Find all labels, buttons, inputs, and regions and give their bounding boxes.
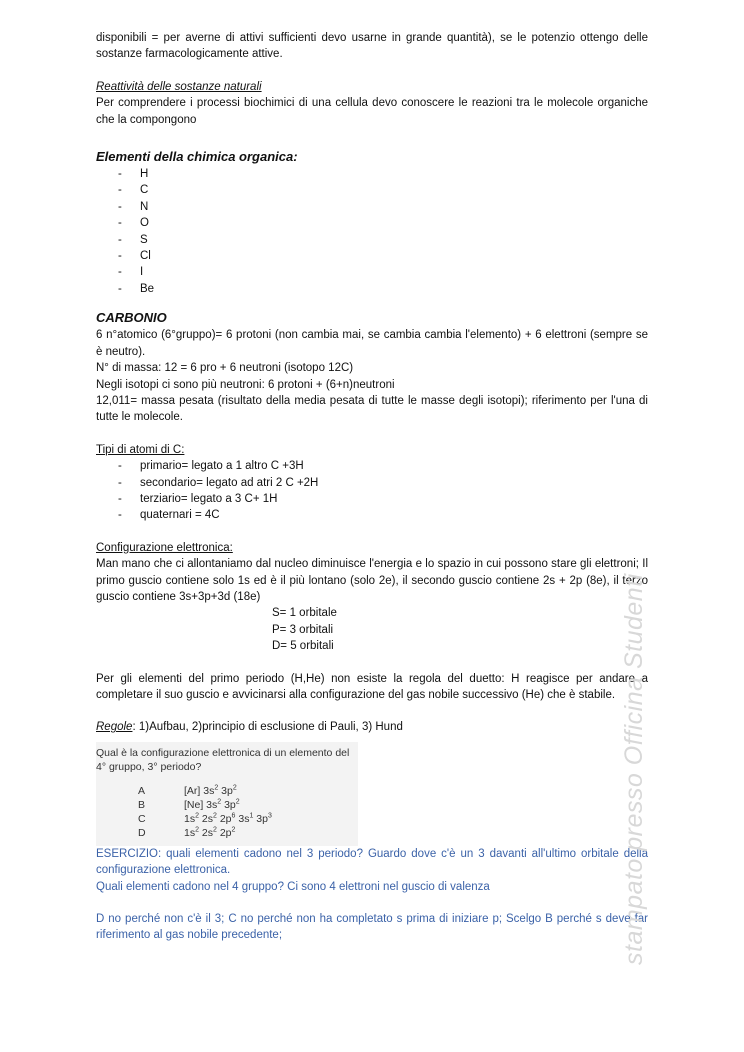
option-letter: C [138,812,146,825]
elements-list [118,166,648,297]
quiz-option [138,798,272,812]
option-answer: $1s^2$ $2s^2$ $2p^6$ $3s^1$ $3p^3$ [184,812,272,825]
option-letter: B [138,798,146,811]
orbital-line: S= 1 orbitale [272,607,337,620]
quiz-image [96,742,358,846]
option-letter: D [138,826,146,839]
list-item: - N [118,199,648,215]
list-item: - quaternari = 4C [118,507,648,523]
option-answer: [Ne] $3s^2$ $3p^2$ [184,798,240,811]
option-answer: $1s^2$ $2s^2$ $2p^2$ [184,826,236,839]
list-item: - primario= legato a 1 altro C +3H [118,458,648,474]
duet-paragraph: Per gli elementi del primo periodo (H,He) non esiste la regola del duetto: H reagisce per andare a completare il suo guscio e avvicinarsi alla configurazione del gas nobile successivo (He) che è stabile. [96,672,648,701]
exercise-text: Quali elementi cadono nel 4 gruppo? Ci sono 4 elettroni nel guscio di valenza [96,880,490,893]
list-item: - H [118,166,648,182]
rules-line [96,719,648,735]
quiz-option [138,826,272,840]
document-page [96,30,648,944]
carbon-heading: CARBONIO [96,310,167,326]
atom-types-heading: Tipi di atomi di C: [96,443,185,456]
elements-heading: Elementi della chimica organica: [96,149,298,165]
config-text: Man mano che ci allontaniamo dal nucleo diminuisce l'energia e lo spazio in cui possono stare gli elettroni; Il primo guscio contiene solo 1s ed è il più lontano (solo 2e), il secondo guscio contiene 2s + 2p (8e), il terzo guscio contiene 3s+3p+3d (18e) [96,558,648,603]
orbital-line: D= 5 orbitali [272,640,334,653]
list-item: - C [118,182,648,198]
exercise-text: ESERCIZIO: quali elementi cadono nel 3 periodo? Guardo dove c'è un 3 davanti all'ultimo orbitale della configurazione elettronica. [96,847,648,877]
list-item: - Cl [118,248,648,264]
carbon-line: N° di massa: 12 = 6 pro + 6 neutroni (isotopo 12C) [96,362,354,375]
reactivity-heading: Reattività delle sostanze naturali [96,80,262,93]
watermark: stampato presso Officina Studenti [620,573,648,965]
option-letter: A [138,784,146,797]
quiz-question: 4° gruppo, 3° periodo? [96,760,202,773]
exercise-answer: D no perché non c'è il 3; C no perché non ha completato s prima di iniziare p; Scelgo B perché s deve far riferimento al gas nobile precedente; [96,913,648,942]
list-item: - Be [118,281,648,297]
list-item: - O [118,215,648,231]
reactivity-text: Per comprendere i processi biochimici di una cellula devo conoscere le reazioni tra le molecole organiche che la compongono [96,97,648,126]
option-answer: [Ar] $3s^2$ $3p^2$ [184,784,237,797]
carbon-line: 6 n°atomico (6°gruppo)= 6 protoni (non cambia mai, se cambia cambia l'elemento) + 6 elettroni (sempre se è neutro). [96,329,648,358]
orbital-line: P= 3 orbitali [272,623,334,636]
list-item: - S [118,232,648,248]
list-item: - I [118,264,648,280]
atom-types-list [118,458,648,524]
list-item: - terziario= legato a 3 C+ 1H [118,491,648,507]
quiz-option [138,812,272,826]
carbon-line: 12,011= massa pesata (risultato della media pesata di tutte le masse degli isotopi); riferimento per l'una di tutte le molecole. [96,394,648,424]
quiz-option [138,784,272,798]
quiz-options [138,784,272,840]
rules-text: : 1)Aufbau, 2)principio di esclusione di Pauli, 3) Hund [132,721,403,734]
rules-label: Regole [96,721,133,734]
quiz-question: Qual è la configurazione elettronica di un elemento del [96,746,350,759]
list-item: - secondario= legato ad atri 2 C +2H [118,475,648,491]
intro-paragraph: disponibili = per averne di attivi sufficienti devo usarne in grande quantità), se le potenzio ottengo delle sostanze farmacologicamente attive. [96,32,648,61]
config-heading: Configurazione elettronica: [96,541,233,554]
carbon-line: Negli isotopi ci sono più neutroni: 6 protoni + (6+n)neutroni [96,378,395,391]
